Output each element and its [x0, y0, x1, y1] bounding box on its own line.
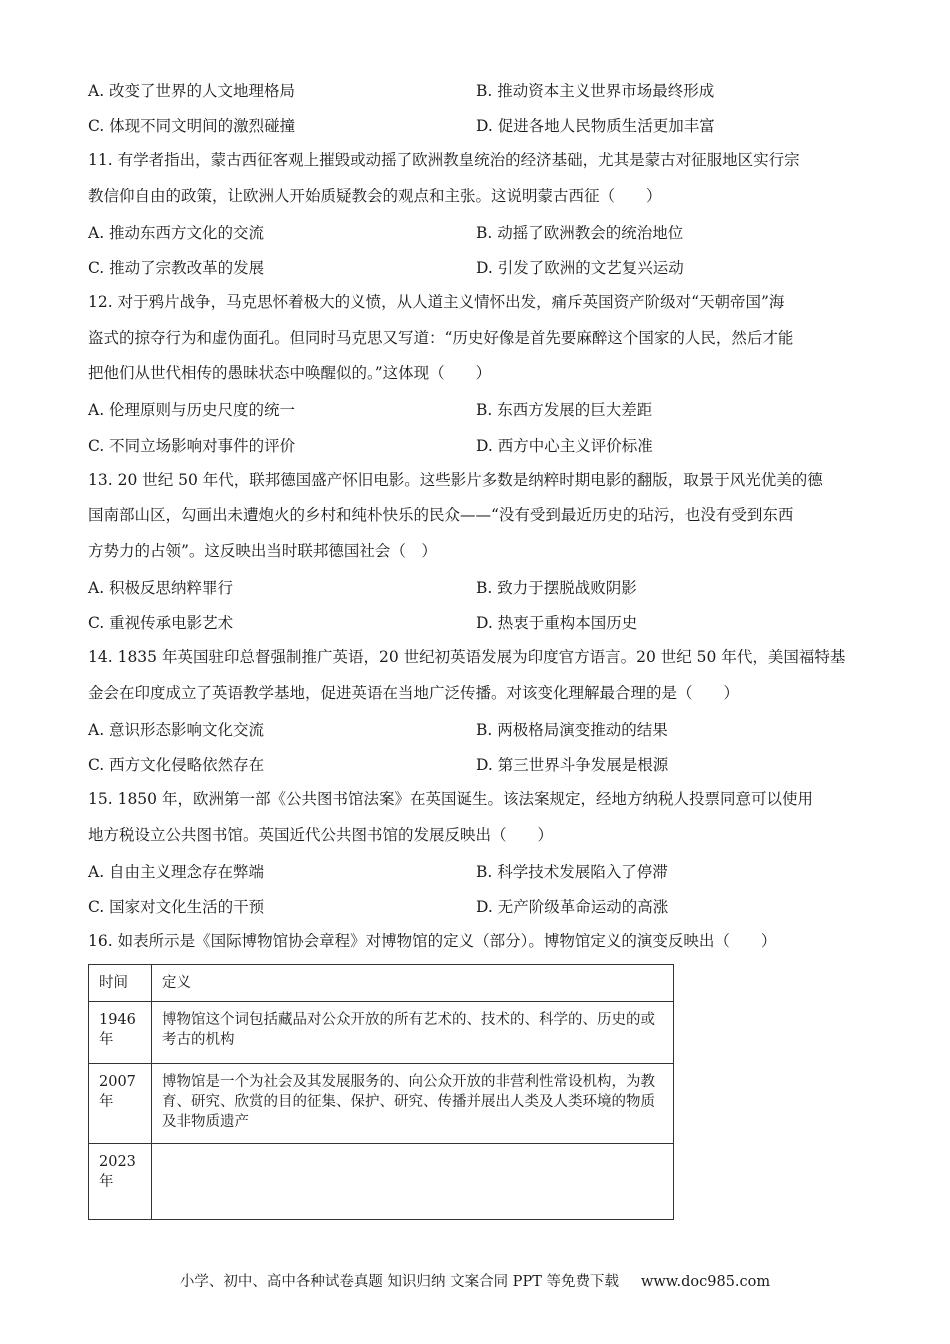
q12-stem-line-1: 12. 对于鸦片战争，马克思怀着极大的义愤，从人道主义情怀出发，痛斥英国资产阶级对“天朝帝国”海 [88, 293, 785, 311]
q12-option-b: B. 东西方发展的巨大差距 [476, 401, 653, 420]
table-header-row [89, 964, 674, 1001]
q15-stem-line-2: 地方税设立公共图书馆。英国近代公共图书馆的发展反映出（ ） [88, 825, 554, 844]
q12-option-d: D. 西方中心主义评价标准 [476, 436, 653, 455]
q15-option-a: A. 自由主义理念存在弊端 [88, 862, 265, 881]
q14-option-b: B. 两极格局演变推动的结果 [476, 720, 668, 739]
table-row [89, 1001, 674, 1063]
q13-options-row-1 [88, 569, 868, 605]
q11-option-c: C. 推动了宗教改革的发展 [88, 259, 265, 278]
q14-option-a: A. 意识形态影响文化交流 [88, 720, 265, 739]
q14-stem-line-2: 金会在印度成立了英语教学基地，促进英语在当地广泛传播。对该变化理解最合理的是（ ） [88, 683, 740, 702]
table-row [89, 1143, 674, 1219]
q10-options-row-1 [88, 72, 868, 108]
q12-options-row-1 [88, 392, 868, 428]
footer-url: www.doc985.com [640, 1274, 771, 1290]
exam-page [88, 72, 868, 1220]
footer-text: 小学、初中、高中各种试卷真题 知识归纳 文案合同 PPT 等免费下载 [179, 1274, 619, 1290]
q10-option-b: B. 推动资本主义世界市场最终形成 [476, 81, 715, 100]
q11-options-row-2 [88, 250, 868, 286]
q15-options-row-1 [88, 853, 868, 889]
q15-option-b: B. 科学技术发展陷入了停滞 [476, 862, 668, 881]
q14-options-row-2 [88, 747, 868, 783]
q11-stem-line-2: 教信仰自由的政策，让欧洲人开始质疑教会的观点和主张。这说明蒙古西征（ ） [88, 186, 662, 205]
q12-options-row-2 [88, 427, 868, 463]
q12-option-c: C. 不同立场影响对事件的评价 [88, 436, 296, 455]
q10-option-c: C. 体现不同文明间的激烈碰撞 [88, 117, 296, 136]
q12-stem-line-3: 把他们从世代相传的愚昧状态中唤醒似的。”这体现（ ） [88, 364, 492, 382]
q15-option-c: C. 国家对文化生活的干预 [88, 898, 265, 917]
q16-stem-line-1: 16. 如表所示是《国际博物馆协会章程》对博物馆的定义（部分）。博物馆定义的演变反映出（ ） [88, 932, 777, 950]
q13-stem-line-3: 方势力的占领”。这反映出当时联邦德国社会（ ） [88, 541, 437, 560]
q10-option-a: A. 改变了世界的人文地理格局 [88, 81, 296, 100]
q13-option-d: D. 热衷于重构本国历史 [476, 614, 638, 633]
q14-stem-line-1: 14. 1835 年英国驻印总督强制推广英语，20 世纪初英语发展为印度官方语言。20 世纪 50 年代，美国福特基 [88, 648, 846, 666]
q13-stem-line-2: 国南部山区，勾画出未遭炮火的乡村和纯朴快乐的民众——“没有受到最近历史的玷污，也没有受到东西 [88, 506, 794, 524]
q14-options-row-1 [88, 711, 868, 747]
q11-option-d: D. 引发了欧洲的文艺复兴运动 [476, 259, 684, 278]
table-row [89, 1063, 674, 1143]
table-cell-definition: 博物馆是一个为社会及其发展服务的、向公众开放的非营利性常设机构，为教育、研究、欣赏的目的征集、保护、研究、传播并展出人类及人类环境的物质及非物质遗产 [152, 1063, 674, 1143]
q13-option-c: C. 重视传承电影艺术 [88, 614, 234, 633]
table-header-definition: 定义 [152, 964, 674, 1001]
q10-options-row-2 [88, 108, 868, 144]
q13-option-b: B. 致力于摆脱战败阴影 [476, 578, 637, 597]
q10-option-d: D. 促进各地人民物质生活更加丰富 [476, 117, 715, 136]
q15-stem-line-1: 15. 1850 年，欧洲第一部《公共图书馆法案》在英国诞生。该法案规定，经地方纳税人投票同意可以使用 [88, 790, 813, 808]
museum-definition-table [88, 964, 674, 1220]
q13-stem-line-1: 13. 20 世纪 50 年代，联邦德国盛产怀旧电影。这些影片多数是纳粹时期电影的翻版，取景于风光优美的德 [88, 470, 823, 489]
q11-options-row-1 [88, 214, 868, 250]
q15-options-row-2 [88, 889, 868, 925]
q11-option-a: A. 推动东西方文化的交流 [88, 223, 265, 242]
table-cell-definition [152, 1143, 674, 1219]
table-cell-year: 1946 年 [89, 1001, 152, 1063]
page-footer [0, 1270, 950, 1291]
table-cell-definition: 博物馆这个词包括藏品对公众开放的所有艺术的、技术的、科学的、历史的或考古的机构 [152, 1001, 674, 1063]
q12-option-a: A. 伦理原则与历史尺度的统一 [88, 401, 296, 420]
table-cell-year: 2007 年 [89, 1063, 152, 1143]
q14-option-d: D. 第三世界斗争发展是根源 [476, 756, 669, 775]
q13-option-a: A. 积极反思纳粹罪行 [88, 578, 234, 597]
q11-stem-line-1: 11. 有学者指出，蒙古西征客观上摧毁或动摇了欧洲教皇统治的经济基础，尤其是蒙古对征服地区实行宗 [88, 151, 800, 169]
table-cell-year: 2023 年 [89, 1143, 152, 1219]
q13-options-row-2 [88, 605, 868, 641]
q14-option-c: C. 西方文化侵略依然存在 [88, 756, 265, 775]
q15-option-d: D. 无产阶级革命运动的高涨 [476, 898, 669, 917]
q12-stem-line-2: 盗式的掠夺行为和虚伪面孔。但同时马克思又写道：“历史好像是首先要麻醉这个国家的人民，然后才能 [88, 328, 794, 347]
table-header-time: 时间 [89, 964, 152, 1001]
q11-option-b: B. 动摇了欧洲教会的统治地位 [476, 223, 684, 242]
